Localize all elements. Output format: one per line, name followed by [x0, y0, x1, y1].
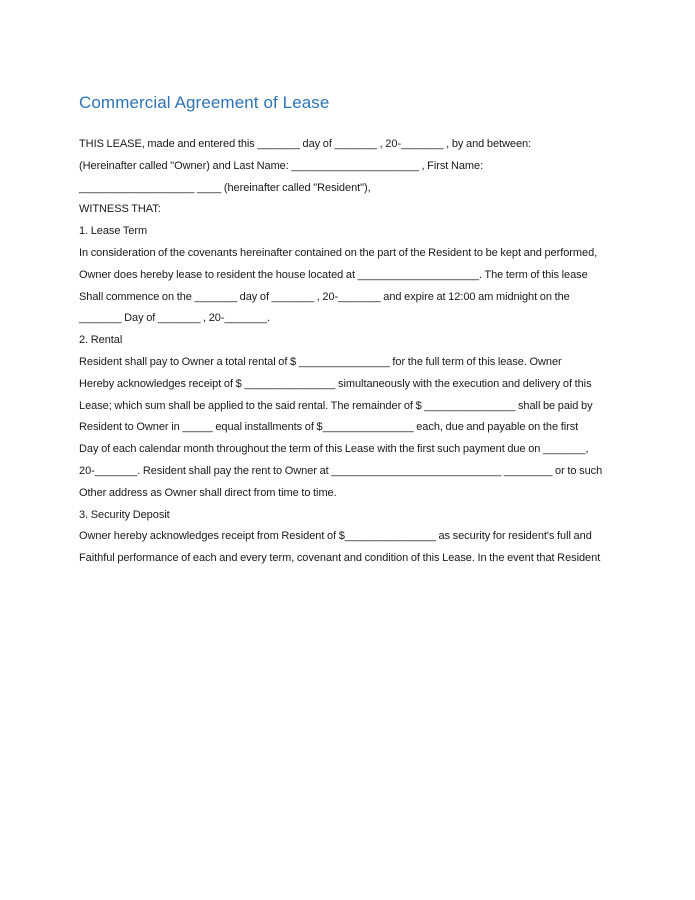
paragraph-hereinafter-owner: (Hereinafter called "Owner) and Last Name: _____________________ , First Name: — [79, 159, 484, 172]
section-heading-rental: 2. Rental — [79, 334, 123, 347]
paragraph-other-address: Other address as Owner shall direct from time to time. — [79, 486, 337, 499]
paragraph-total-rental: Resident shall pay to Owner a total rental of $ _______________ for the full term of this lease. Owner — [79, 355, 562, 368]
section-heading-security-deposit: 3. Security Deposit — [79, 508, 170, 521]
paragraph-witness-that: WITNESS THAT: — [79, 203, 161, 216]
paragraph-resident-blank: ___________________ ____ (hereinafter called "Resident"), — [79, 181, 371, 194]
paragraph-installments: Resident to Owner in _____ equal installments of $_______________ each, due and payable on the first — [79, 421, 579, 434]
paragraph-owner-lease-house: Owner does hereby lease to resident the house located at ____________________. The term of this lease — [79, 268, 588, 281]
paragraph-hereby-acknowledges: Hereby acknowledges receipt of $ _______________ simultaneously with the execution and delivery of this — [79, 377, 592, 390]
section-heading-lease-term: 1. Lease Term — [79, 225, 148, 238]
page-title: Commercial Agreement of Lease — [79, 93, 330, 112]
paragraph-calendar-month: Day of each calendar month throughout the term of this Lease with the first such payment due on _______, — [79, 443, 589, 456]
paragraph-consideration: In consideration of the covenants hereinafter contained on the part of the Resident to be kept and performed, — [79, 246, 598, 259]
paragraph-faithful-performance: Faithful performance of each and every term, covenant and condition of this Lease. In the event that Resident — [79, 552, 601, 565]
paragraph-this-lease: THIS LEASE, made and entered this _______ day of _______ , 20-_______ , by and between: — [79, 138, 532, 150]
paragraph-pay-rent-at: 20-_______. Resident shall pay the rent to Owner at ____________________________ ________ or to such — [79, 464, 603, 477]
paragraph-shall-commence: Shall commence on the _______ day of _______ , 20-_______ and expire at 12:00 am midnight on the — [79, 290, 570, 303]
paragraph-security-receipt: Owner hereby acknowledges receipt from Resident of $_______________ as security for resident's full and — [79, 530, 592, 543]
paragraph-day-of-year: _______ Day of _______ , 20-_______. — [79, 312, 270, 325]
paragraph-lease-remainder: Lease; which sum shall be applied to the said rental. The remainder of $ _______________ shall be paid by — [79, 399, 593, 412]
document-body — [79, 92, 619, 572]
